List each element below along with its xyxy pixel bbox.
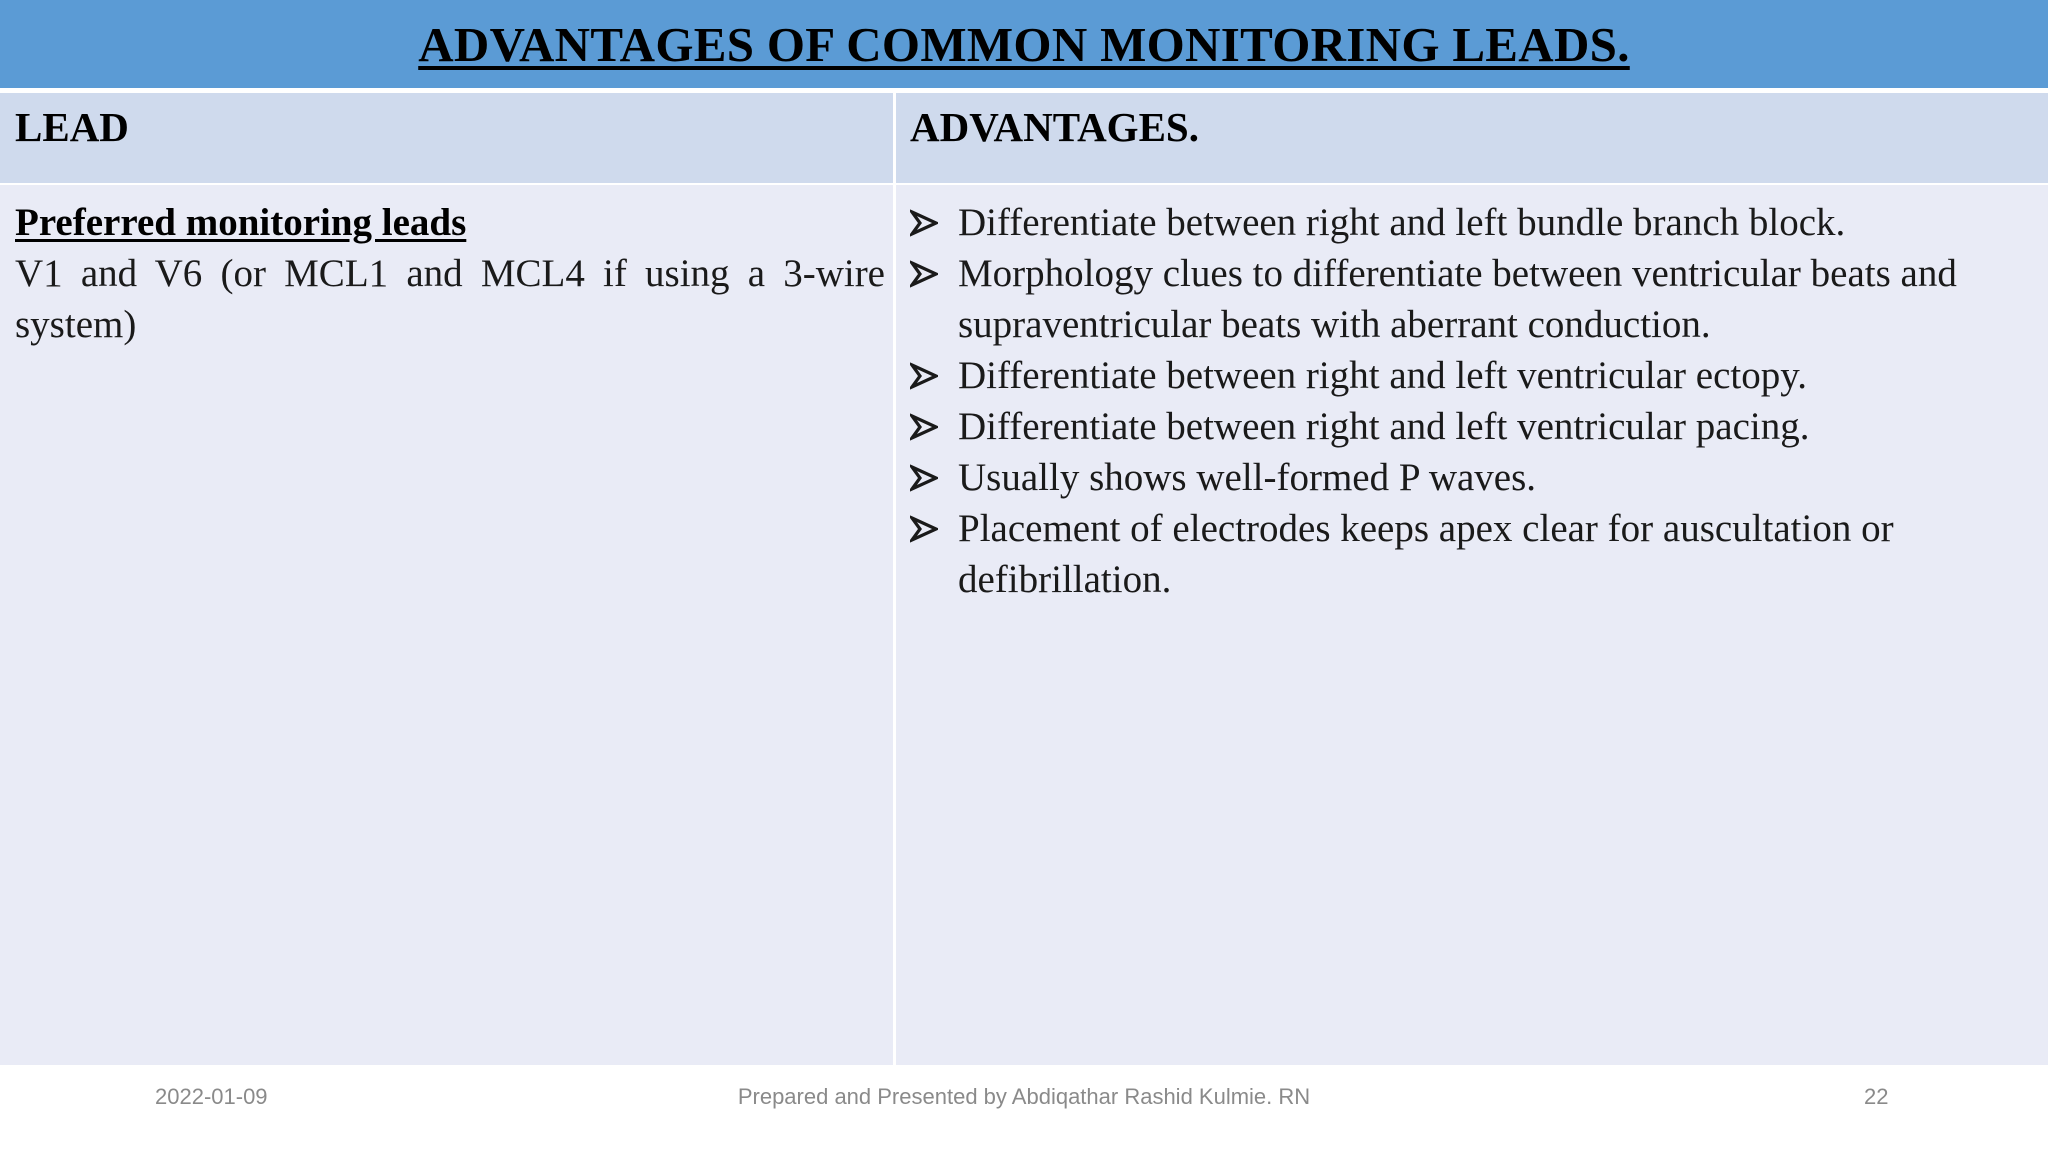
advantage-text: Differentiate between right and left ventricular ectopy. (958, 354, 1807, 397)
advantage-text: Morphology clues to differentiate between ventricular beats and supraventricular beats with aberrant conduction. (958, 252, 1957, 346)
arrowhead-bullet-icon (910, 503, 958, 554)
slide-title: ADVANTAGES OF COMMON MONITORING LEADS. (418, 16, 1630, 72)
advantage-text: Usually shows well-formed P waves. (958, 456, 1537, 499)
advantage-text: Differentiate between right and left ventricular pacing. (958, 405, 1810, 448)
advantage-text: Differentiate between right and left bundle branch block. (958, 201, 1846, 244)
list-item (910, 197, 1990, 248)
arrowhead-bullet-icon (910, 197, 958, 248)
list-item (910, 248, 1990, 350)
footer-date: 2022-01-09 (155, 1084, 268, 1109)
lead-cell (15, 197, 885, 350)
list-item (910, 350, 1990, 401)
footer-presenter: Prepared and Presented by Abdiqathar Rashid Kulmie. RN (737, 1084, 1311, 1109)
arrowhead-bullet-icon (910, 350, 958, 401)
column-divider (893, 93, 896, 1065)
lead-text: V1 and V6 (or MCL1 and MCL4 if using a 3-wire system) (15, 252, 885, 346)
advantages-list (910, 197, 1990, 605)
leads-table (0, 93, 2048, 1065)
list-item (910, 452, 1990, 503)
advantage-text: Placement of electrodes keeps apex clear for auscultation or defibrillation. (958, 507, 1894, 601)
advantages-cell (910, 197, 1990, 605)
title-bar (0, 0, 2048, 88)
header-lead: LEAD (15, 104, 129, 150)
table-header-row (0, 93, 2048, 183)
list-item (910, 401, 1990, 452)
list-item (910, 503, 1990, 605)
arrowhead-bullet-icon (910, 248, 958, 299)
page-number: 22 (1864, 1084, 1889, 1109)
arrowhead-bullet-icon (910, 401, 958, 452)
arrowhead-bullet-icon (910, 452, 958, 503)
slide-footer (0, 1078, 2048, 1118)
header-advantages: ADVANTAGES. (910, 104, 1199, 150)
lead-heading: Preferred monitoring leads (15, 201, 467, 244)
